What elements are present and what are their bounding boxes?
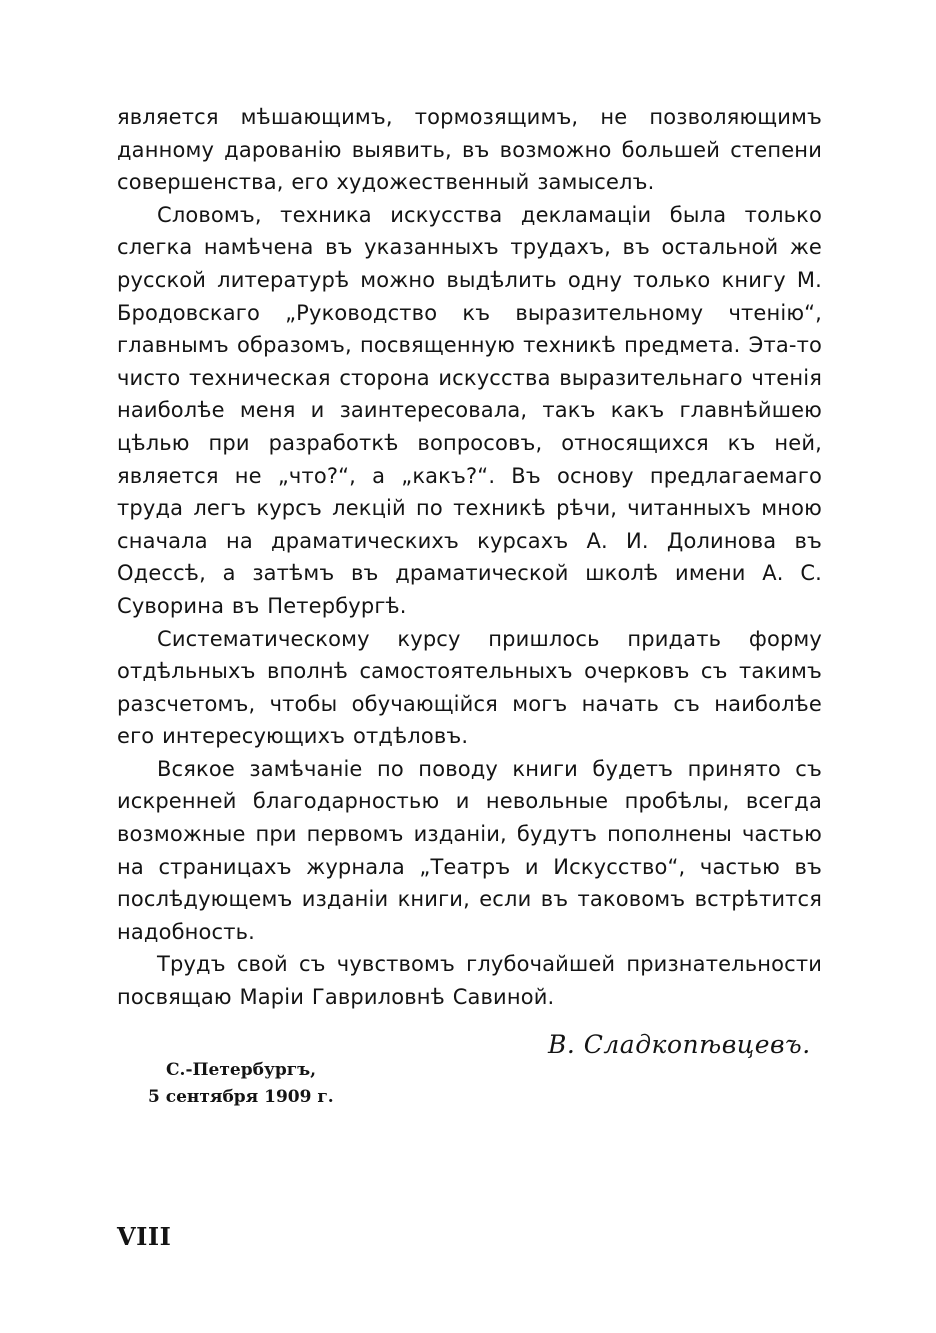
body-text (117, 101, 822, 1014)
paragraph-remarks: Всякое замѣчанiе по поводу книги будетъ принято съ искренней благодарностью и невольные пробѣлы, всегда возможные при первомъ изданiи, будутъ пополнены частью на страницахъ журнала „Театръ и Искусство“, частью въ послѣдующемъ изданiи книги, если въ таковомъ встрѣтится надобность. (117, 756, 822, 944)
date: 5 сентября 1909 г. (148, 1087, 334, 1107)
place-date-block (148, 1057, 408, 1111)
place: С.-Петербургъ, (166, 1060, 317, 1080)
paragraph-continuation: является мѣшающимъ, тормозящимъ, не позволяющимъ данному дарованiю выявить, въ возможно большей степени совершенства, его художественный замыселъ. (117, 105, 822, 195)
author-signature: В. Сладкопѣвцевъ. (548, 1030, 811, 1059)
paragraph-technique: Словомъ, техника искусства декламацiи была только слегка намѣчена въ указанныхъ трудахъ, въ остальной же русской литературѣ можно выдѣлить одну только книгу М. Бродовскаго „Руководство къ выразительному чтенiю“, главнымъ образомъ, посвященную техникѣ предмета. Эта-то чисто техническая сторона искусства выразительнаго чтенiя наиболѣе меня и заинтересовала, такъ какъ главнѣйшею цѣлью при разработкѣ вопросовъ, относящихся къ ней, является не „что?“, а „какъ?“. Въ основу предлагаемаго труда легъ курсъ лекцiй по техникѣ рѣчи, читанныхъ мною сначала на драматическихъ курсахъ А. И. Долинова въ Одессѣ, а затѣмъ въ драматической школѣ имени А. С. Суворина въ Петербургѣ. (117, 202, 822, 618)
paragraph-dedication: Трудъ свой съ чувствомъ глубочайшей признательности посвящаю Марiи Гавриловнѣ Савиной. (117, 952, 822, 1010)
paragraph-course: Систематическому курсу пришлось придать форму отдѣльныхъ вполнѣ самостоятельныхъ очерковъ съ такимъ разсчетомъ, чтобы обучающiйся могъ начать съ наиболѣе его интересующихъ отдѣловъ. (117, 626, 822, 749)
page-number: VIII (117, 1222, 172, 1251)
